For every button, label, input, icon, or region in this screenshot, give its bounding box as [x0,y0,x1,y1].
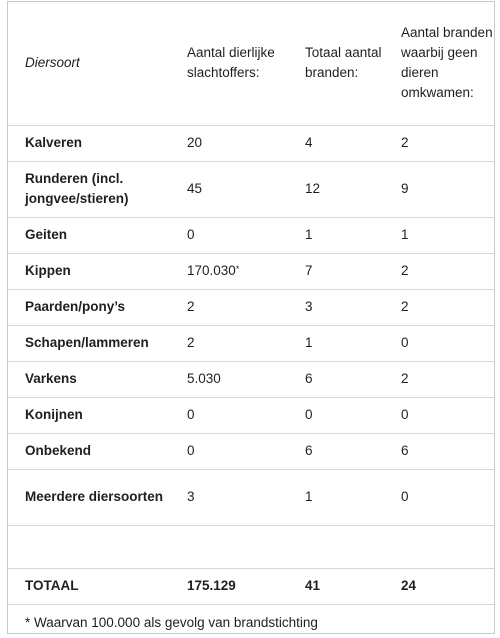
table-header-row [8,2,494,125]
cell-zonder: 9 [384,161,494,217]
cell-diersoort: Paarden/pony’s [8,289,170,325]
total-label: TOTAAL [8,568,170,604]
cell-diersoort: Onbekend [8,433,170,469]
cell-branden: 7 [288,253,384,289]
cell-diersoort: Kalveren [8,125,170,161]
total-row [8,568,494,604]
empty-cell [384,525,494,568]
cell-slachtoffers: 2 [170,289,288,325]
header-slachtoffers: Aantal dierlijke slachtoffers: [170,2,288,125]
header-branden-zonder-doden: Aantal branden waarbij geen dieren omkwamen: [384,2,494,125]
cell-slachtoffers: 5.030 [170,361,288,397]
table-row [8,361,494,397]
cell-zonder: 0 [384,325,494,361]
cell-diersoort: Konijnen [8,397,170,433]
cell-diersoort: Varkens [8,361,170,397]
cell-zonder: 2 [384,253,494,289]
cell-zonder: 6 [384,433,494,469]
cell-branden: 1 [288,217,384,253]
empty-cell [288,525,384,568]
footnote-marker: * [235,264,240,274]
cell-diersoort: Runderen (incl. jongvee/stieren) [8,161,170,217]
footnote: * Waarvan 100.000 als gevolg van brandstichting [25,614,318,630]
table-row [8,397,494,433]
cell-branden: 4 [288,125,384,161]
cell-diersoort: Meerdere diersoorten [8,469,170,525]
table-row [8,161,494,217]
cell-branden: 3 [288,289,384,325]
table-row [8,469,494,525]
header-totaal-branden: Totaal aantal branden: [288,2,384,125]
cell-branden: 6 [288,361,384,397]
cell-slachtoffers: 20 [170,125,288,161]
cell-slachtoffers: 0 [170,217,288,253]
cell-branden: 1 [288,469,384,525]
table-row [8,433,494,469]
cell-slachtoffers-value: 170.030 [187,263,236,278]
cell-diersoort: Schapen/lammeren [8,325,170,361]
table-row [8,325,494,361]
cell-zonder: 2 [384,361,494,397]
cell-diersoort: Geiten [8,217,170,253]
cell-slachtoffers: 45 [170,161,288,217]
total-zonder: 24 [384,568,494,604]
table-frame [7,1,495,634]
cell-zonder: 0 [384,397,494,433]
header-diersoort: Diersoort [8,2,170,125]
cell-slachtoffers: 2 [170,325,288,361]
empty-row [8,525,494,568]
table-row [8,289,494,325]
cell-branden: 0 [288,397,384,433]
cell-slachtoffers: 0 [170,397,288,433]
total-slachtoffers: 175.129 [170,568,288,604]
cell-zonder: 0 [384,469,494,525]
animal-fire-table [8,2,494,605]
empty-cell [170,525,288,568]
cell-slachtoffers: 3 [170,469,288,525]
table-row [8,217,494,253]
cell-branden: 1 [288,325,384,361]
cell-zonder: 2 [384,289,494,325]
empty-cell [8,525,170,568]
table-row [8,253,494,289]
cell-zonder: 1 [384,217,494,253]
cell-branden: 12 [288,161,384,217]
total-branden: 41 [288,568,384,604]
cell-branden: 6 [288,433,384,469]
cell-slachtoffers [170,253,288,289]
cell-diersoort: Kippen [8,253,170,289]
table-row [8,125,494,161]
cell-slachtoffers: 0 [170,433,288,469]
cell-zonder: 2 [384,125,494,161]
